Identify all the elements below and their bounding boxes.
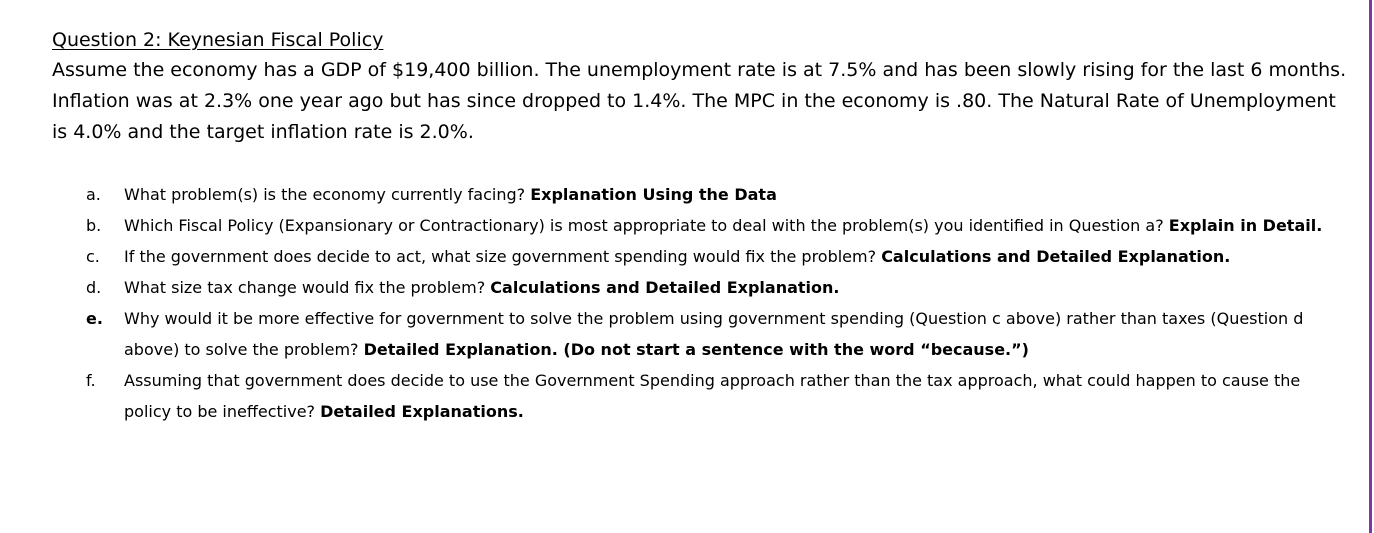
question-marker: f.: [86, 371, 96, 390]
question-list: [86, 179, 1346, 427]
page-edge-border: [1369, 0, 1372, 533]
question-marker: b.: [86, 216, 102, 235]
question-text: If the government does decide to act, what size government spending would fix the problem?: [124, 247, 882, 266]
question-item-b: [86, 210, 1346, 241]
question-text: What size tax change would fix the problem?: [124, 278, 491, 297]
question-item-f: [86, 365, 1346, 427]
question-instruction: Detailed Explanation. (Do not start a sentence with the word “because.”): [363, 340, 1029, 359]
question-marker: d.: [86, 278, 102, 297]
question-item-e: [86, 303, 1346, 365]
question-text: What problem(s) is the economy currently facing?: [124, 185, 531, 204]
question-instruction: Explanation Using the Data: [530, 185, 777, 204]
question-text: Why would it be more effective for government to solve the problem using government spending (Question c above) rather than taxes (Question d above) to solve the problem?: [124, 309, 1304, 359]
question-marker: c.: [86, 247, 100, 266]
question-item-d: [86, 272, 1346, 303]
question-title: Question 2: Keynesian Fiscal Policy: [52, 29, 384, 51]
question-intro: Assume the economy has a GDP of $19,400 billion. The unemployment rate is at 7.5% and has been slowly rising for the last 6 months. Inflation was at 2.3% one year ago but has since dropped to 1.4%. The MPC in the economy is .80. The Natural Rate of Unemployment is 4.0% and the target inflation rate is 2.0%.: [52, 59, 1347, 143]
document-content: [52, 26, 1352, 148]
question-instruction: Calculations and Detailed Explanation.: [490, 278, 840, 297]
question-marker: a.: [86, 185, 101, 204]
question-text: Which Fiscal Policy (Expansionary or Contractionary) is most appropriate to deal with the problem(s) you identified in Question a?: [124, 216, 1169, 235]
question-text: Assuming that government does decide to use the Government Spending approach rather than the tax approach, what could happen to cause the policy to be ineffective?: [124, 371, 1301, 421]
question-item-c: [86, 241, 1346, 272]
question-marker: e.: [86, 309, 103, 328]
question-instruction: Explain in Detail.: [1168, 216, 1323, 235]
question-item-a: [86, 179, 1346, 210]
question-instruction: Calculations and Detailed Explanation.: [881, 247, 1231, 266]
question-instruction: Detailed Explanations.: [320, 402, 524, 421]
